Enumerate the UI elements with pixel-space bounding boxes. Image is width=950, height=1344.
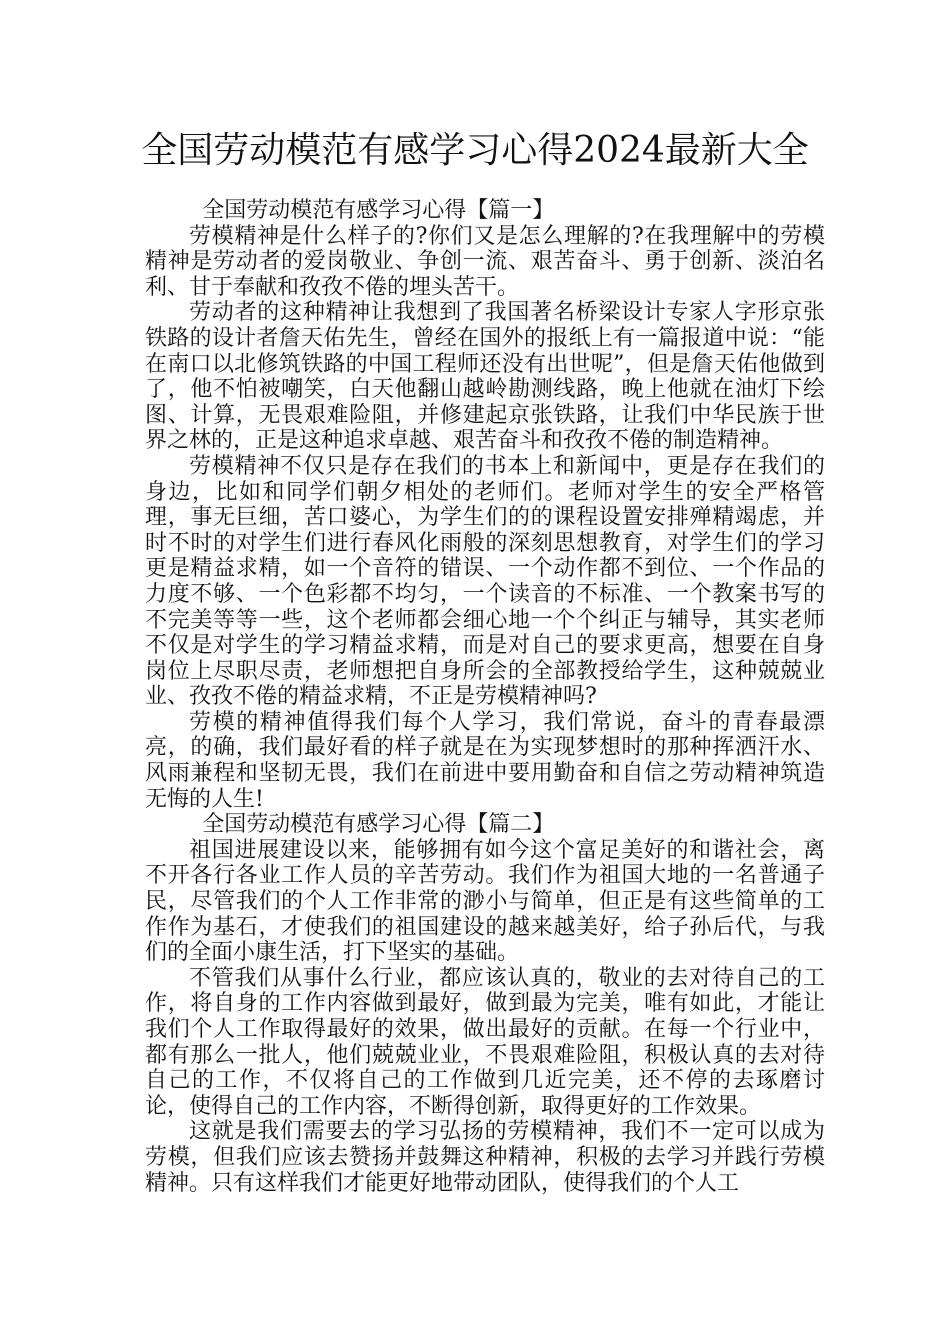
paragraph: 劳模精神是什么样子的?你们又是怎么理解的?在我理解中的劳模精神是劳动者的爱岗敬业、争创一流、艰苦奋斗、勇于创新、淡泊名利、甘于奉献和孜孜不倦的埋头苦干。 <box>145 223 825 300</box>
paragraph: 劳模精神不仅只是存在我们的书本上和新闻中，更是存在我们的身边，比如和同学们朝夕相处的老师们。老师对学生的安全严格管理，事无巨细，苦口婆心，为学生们的的课程设置安排殚精竭虑，并时不时的对学生们进行春风化雨般的深刻思想教育，对学生们的学习更是精益求精，如一个音符的错误、一个动作都不到位、一个作品的力度不够、一个色彩都不均匀，一个读音的不标准、一个教案书写的不完美等等一些，这个老师都会细心地一个个纠正与辅导，其实老师不仅是对学生的学习精益求精，而是对自己的要求更高，想要在自身岗位上尽职尽责，老师想把自身所会的全部教授给学生，这种兢兢业业、孜孜不倦的精益求精，不正是劳模精神吗? <box>145 453 825 710</box>
paragraph: 祖国进展建设以来，能够拥有如今这个富足美好的和谐社会，离不开各行各业工作人员的辛苦劳动。我们作为祖国大地的一名普通子民，尽管我们的个人工作非常的渺小与简单，但正是有这些简单的工作作为基石，才使我们的祖国建设的越来越美好，给子孙后代，与我们的全面小康生活，打下坚实的基础。 <box>145 837 825 966</box>
paragraph: 劳动者的这种精神让我想到了我国著名桥梁设计专家人字形京张铁路的设计者詹天佑先生，曾经在国外的报纸上有一篇报道中说：“能在南口以北修筑铁路的中国工程师还没有出世呢”，但是詹天佑他做到了，他不怕被嘲笑，白天他翻山越岭勘测线路，晚上他就在油灯下绘图、计算，无畏艰难险阻，并修建起京张铁路，让我们中华民族于世界之林的，正是这种追求卓越、艰苦奋斗和孜孜不倦的制造精神。 <box>145 300 825 454</box>
document-body <box>145 198 825 1196</box>
document-title: 全国劳动模范有感学习心得2024最新大全 <box>141 130 809 171</box>
section-heading-2: 全国劳动模范有感学习心得【篇二】 <box>202 812 555 838</box>
paragraph: 不管我们从事什么行业，都应该认真的，敬业的去对待自己的工作，将自身的工作内容做到最好，做到最为完美，唯有如此，才能让我们个人工作取得最好的效果，做出最好的贡献。在每一个行业中，都有那么一批人，他们兢兢业业，不畏艰难险阻，积极认真的去对待自己的工作，不仅将自己的工作做到几近完美，还不停的去琢磨讨论，使得自己的工作内容，不断得创新，取得更好的工作效果。 <box>145 965 825 1119</box>
section-heading-1: 全国劳动模范有感学习心得【篇一】 <box>202 198 555 223</box>
paragraph: 劳模的精神值得我们每个人学习，我们常说，奋斗的青春最漂亮，的确，我们最好看的样子就是在为实现梦想时的那种挥洒汗水、风雨兼程和坚韧无畏，我们在前进中要用勤奋和自信之劳动精神筑造无悔的人生! <box>145 709 825 812</box>
paragraph: 这就是我们需要去的学习弘扬的劳模精神，我们不一定可以成为劳模，但我们应该去赞扬并鼓舞这种精神，积极的去学习并践行劳模精神。只有这样我们才能更好地带动团队，使得我们的个人工 <box>145 1119 825 1196</box>
